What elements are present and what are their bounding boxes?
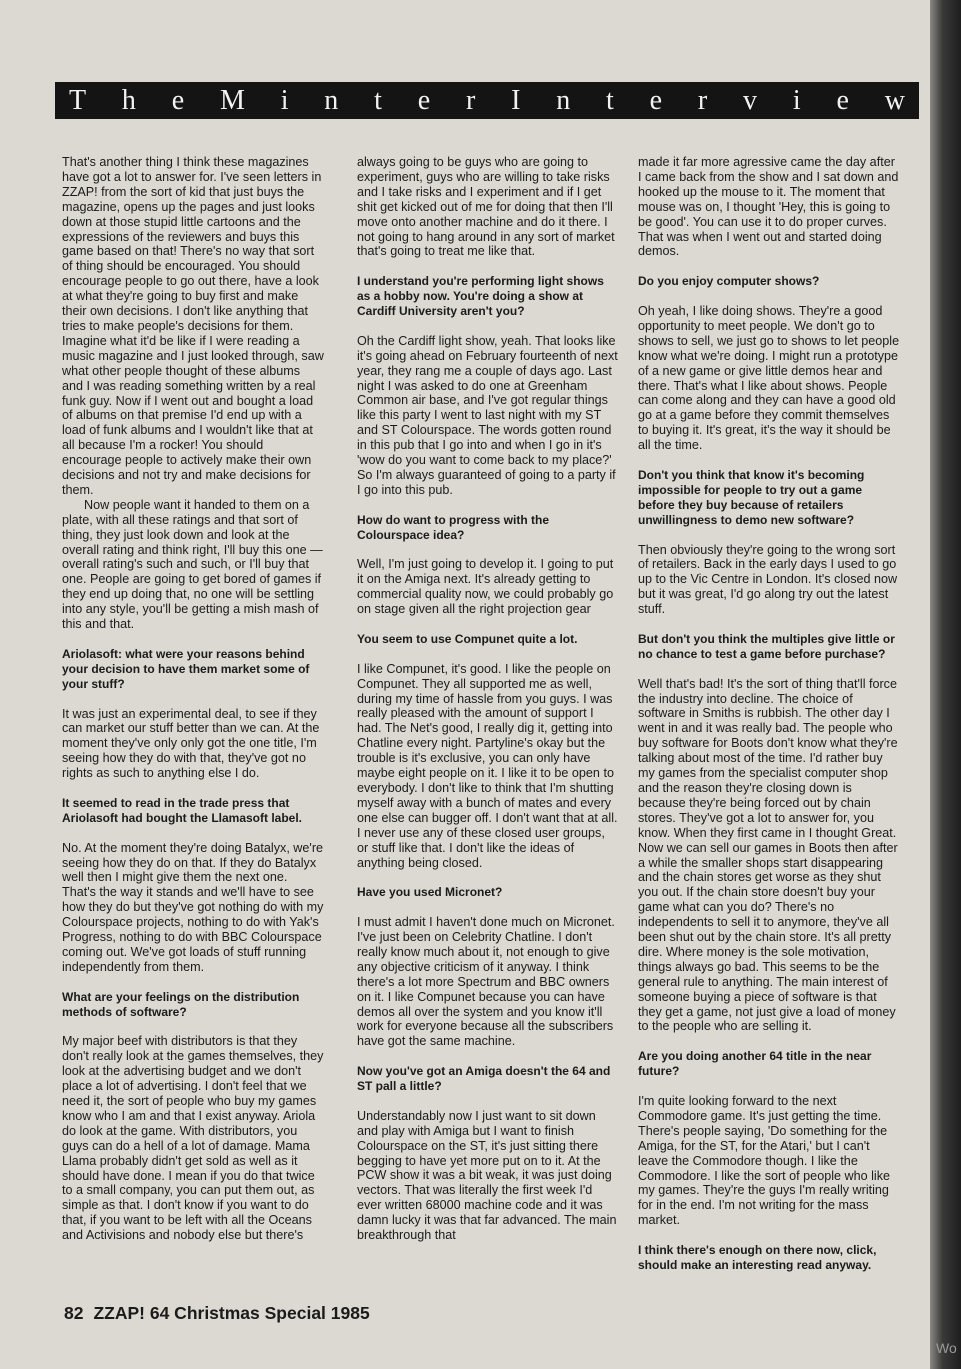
banner-letter: t [374,84,382,116]
question: Are you doing another 64 title in the near future? [638,1049,872,1079]
banner-letter: e [171,84,185,116]
banner-letter: v [743,84,758,116]
banner-letter: M [219,84,245,116]
banner-letter: e [649,84,663,116]
paragraph: I like Compunet, it's good. I like the people on Compunet. They all supported me as well, during my time of hassle from you guys. I was really pleased with the amount of support I had. The Net's good, I really dig it, getting into Chatline every night. Partyline's okay but the trouble is it's exclusive, you can only have maybe eight people on it. I like it to be open to everybody. I don't like to think that I'm shutting myself away with a bunch of mates and every one else can bugger off. I don't want that at all. I never use any of these closed user groups, or stuff like that. I don't like the ideas of anything being closed. [357,661,618,870]
page-footer [64,1303,370,1324]
paragraph: always going to be guys who are going to experiment, guys who are willing to take risks and I take risks and I experiment and if I get shit get kicked out of me for doing that then I'll move onto another machine and do it there. I not going to hang around in any sort of market that's going to treat me like that. [357,155,615,259]
banner-letter: r [465,84,476,116]
magazine-title: ZZAP! 64 Christmas Special 1985 [93,1303,370,1323]
banner-letter: e [417,84,431,116]
paragraph: made it far more agressive came the day after I came back from the show and I sat down and hooked up the mouse to it. The moment that mouse was on, I thought 'Hey, this is going to be good'. You can use it to do proper curves. That was when I went out and started doing demos. [638,155,899,259]
banner-letter: h [121,84,136,116]
banner-letter: r [697,84,708,116]
banner-letter: i [280,84,289,116]
paragraph: No. At the moment they're doing Batalyx, we're seeing how they do on that. If they do Batalyx well then I might give them the next one. That's the way it stands and we'll have to see how they do but they've got nothing do with my Colourspace projects, nothing to do with Yak's Progress, nothing to do with BBC Colourspace coming out. We've got loads of stuff running independently from them. [62,840,324,974]
banner-letter: I [511,84,521,116]
question: But don't you think the multiples give little or no chance to test a game before purchase? [638,631,895,661]
question: I understand you're performing light shows as a hobby now. You're doing a show at Cardiff University aren't you? [357,274,604,319]
question: It seemed to read in the trade press that Ariolasoft had bought the Llamasoft label. [62,795,303,825]
paragraph: It was just an experimental deal, to see if they can market our stuff better than we can. At the moment they've only only got the one title, I'm seeing how they do with that, they've got no rights as such to anything else I do. [62,706,320,781]
interview-banner [55,82,919,119]
question: Do you enjoy computer shows? [638,274,820,289]
banner-letter: T [69,84,87,116]
question: Now you've got an Amiga doesn't the 64 and ST pall a little? [357,1064,611,1094]
paragraph: Well that's bad! It's the sort of thing that'll force the industry into decline. The choice of software in Smiths is rubbish. The other day I went in and it was really bad. The people who buy software for Boots don't know what they're talking about most of the time. I'd rather buy my games from the specialist computer shop and the reason they're closing down is because they're being forced out by chain stores. They've got a lot to answer for, you know. When they first came in I thought Great. Now we can sell our games in Boots then after a while the smaller shops start disappearing and the chain stores get worse as they shut you out. If the chain store doesn't buy your game what can you do? There's no independents to sell it to anymore, they've all been shut out by the chain store. It's all pretty dire. Where money is the sole motivation, things always go bad. This seems to be the general rule to anything. The main interest of someone buying a piece of software is that they get a game, not just give a load of money to the people who are selling it. [638,676,898,1034]
paragraph: Then obviously they're going to the wrong sort of retailers. Back in the early days I used to go up to the Vic Centre in London. It's closed now but it was great, I'd go along try out the latest stuff. [638,542,898,617]
banner-letter: n [556,84,571,116]
banner-letter: n [324,84,339,116]
paragraph: My major beef with distributors is that they don't really look at the games themselves, they look at the advertising budget and we don't place a lot of advertising. I don't feel that we need it, the sort of people who buy my games know who I am and that I exist anyway. Ariola do look at the game. With distributors, you guys can do a hell of a lot of damage. Mama Llama probably didn't get sold as well as it should have done. I mean if you do that twice to a small company, you can put them out, as simple as that. I don't know if you want to do that, if you want to be left with all the Oceans and Activisions and nobody else but there's [62,1034,324,1243]
banner-letter: e [836,84,849,116]
paragraph: Oh yeah, I like doing shows. They're a good opportunity to meet people. We don't go to shows to sell, we just go to shows to let people know what we're doing. I might run a prototype of a new game or give little demos hear and there. That's what I like about shows. People can come along and they can have a good old go at a game before they commit themselves to buying it. It's great, it's the way it should be all the time. [638,304,900,453]
paragraph: Oh the Cardiff light show, yeah. That looks like it's going ahead on February fourteenth of next year, they rang me a couple of days ago. Last night I was asked to do one at Greenham Common air base, and I've got regular things like this party I went to last night with my ST and ST Colourspace. The words gotten round in this pub that I go into and when I go in it's 'wow do you want to come back to my place?' So I'm always guaranteed of going to a party if I go into this pub. [357,333,618,497]
question: Have you used Micronet? [357,885,503,900]
paragraph: I must admit I haven't done much on Micronet. I've just been on Celebrity Chatline. I don't really know much about it, not enough to give any objective criticism of it anyway. I think there's a lot more Spectrum and BBC owners on it. I like Compunet because you can have demos all over the system and you know it'll work for everyone because all the subscribers have got the same machine. [357,915,615,1049]
banner-letter: w [884,84,905,116]
paragraph: Well, I'm just going to develop it. I going to put it on the Amiga next. It's already getting to commercial quality now, we could probably go on stage given all the right projection gear [357,557,614,617]
question: I think there's enough on there now, click, should make an interesting read anyway. [638,1243,877,1272]
page-number: 82 [64,1303,84,1323]
banner-letter: t [606,84,614,116]
paragraph: Now people want it handed to them on a plate, with all these ratings and that sort of thing, they just look down and look at the overall rating and think right, I'll buy this one — overall rating's such and such, or I'll buy that one. People are going to get bored of games if they end up doing that, no one will be settling into any style, you'll be getting a mish mash of this and that. [62,497,323,632]
column-2 [357,155,619,1258]
column-1 [62,155,324,1258]
banner-letter: i [792,84,801,116]
question: Don't you think that know it's becoming impossible for people to try out a game before they buy because of retailers unwillingness to demo new software? [638,467,865,527]
question: What are your feelings on the distribution methods of software? [62,989,300,1019]
next-page-edge [930,0,961,1369]
paragraph: That's another thing I think these magazines have got a lot to answer for. I've seen letters in ZZAP! from the sort of kid that just buys the magazine, opens up the pages and just looks down at those stupid little cartoons and the expressions of the reviewers and buys this game based on that! There's no way that sort of thing should be encouraged. You should encourage people to go out there, have a look at what they're going to buy first and make their own decisions. I don't like anything that tries to make people's decisions for them. Imagine what it'd be like if I were reading a music magazine and I just looked through, saw what other people thought of these albums and I was reading something written by a real funk guy. Now if I went out and bought a load of albums on that premise I'd end up with a load of funk albums and I wouldn't like that at all because I'm a rocker! You should encourage people to actively make their own decisions and not try and make decisions for them. [62,155,324,497]
column-3 [638,155,900,1288]
next-page-edge-text: Wo [936,1340,957,1356]
question: You seem to use Compunet quite a lot. [357,631,578,646]
question: How do want to progress with the Colourspace idea? [357,512,549,542]
question: Ariolasoft: what were your reasons behind your decision to have them market some of your stuff? [62,646,310,691]
paragraph: I'm quite looking forward to the next Commodore game. It's just getting the time. There's people saying, 'Do something for the Amiga, for the ST, for the Atari,' but I can't leave the Commodore though. I like the Commodore. I like the sort of people who like my games. They're the guys I'm really writing for in the end. I'm not writing for the mass market. [638,1093,890,1228]
paragraph: Understandably now I just want to sit down and play with Amiga but I want to finish Colourspace on the ST, it's just sitting there begging to have yet more put on to it. At the PCW show it was a bit weak, it was just doing vectors. That was literally the first week I'd ever written 68000 machine code and it was damn lucky it was that far advanced. The main breakthrough that [357,1108,617,1243]
